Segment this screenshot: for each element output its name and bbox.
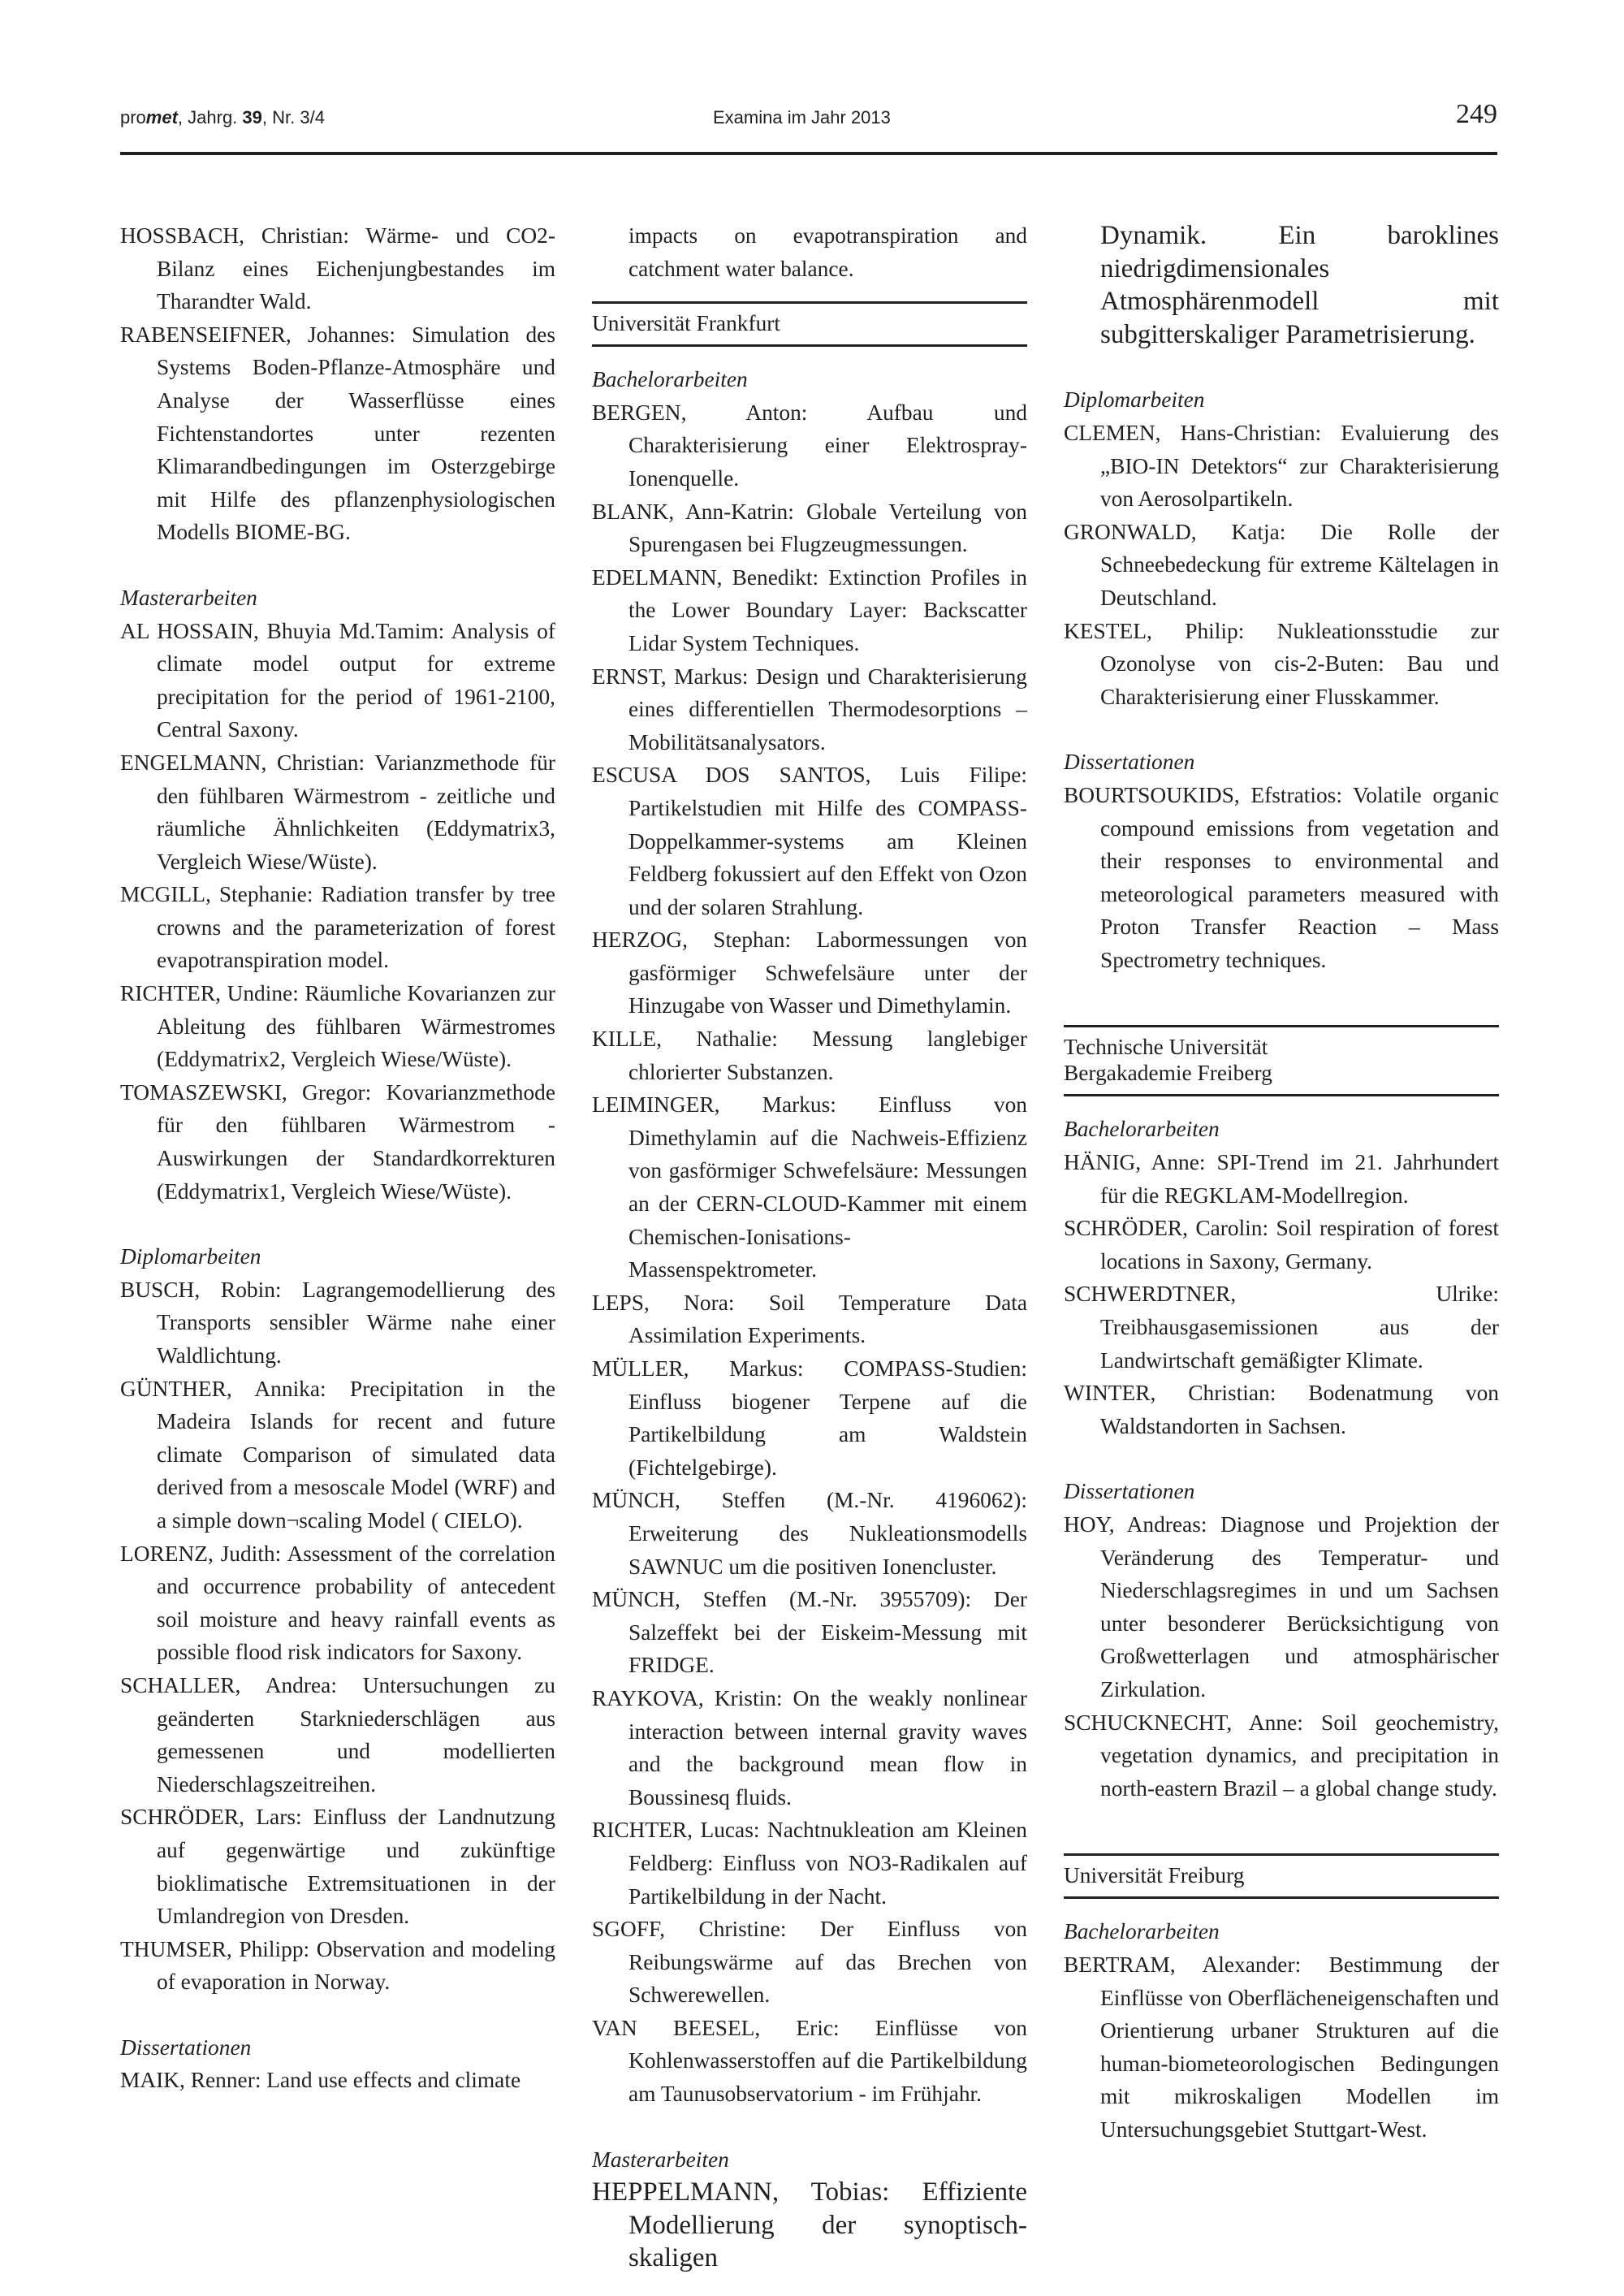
category-heading-bachelor: Bachelorarbeiten (1064, 1117, 1220, 1142)
category-heading-diplom: Diplomarbeiten (1064, 387, 1205, 413)
journal-issue: 3/4 (300, 107, 325, 128)
thesis-entry: SCHRÖDER, Carolin: Soil respiration of forest locations in Saxony, Germany. (1064, 1216, 1499, 1273)
thesis-entry: GRONWALD, Katja: Die Rolle der Schneebedeckung für extreme Kältelagen in Deutschland. (1064, 519, 1499, 610)
thesis-entry: LEIMINGER, Markus: Einfluss von Dimethylamin auf die Nachweis-Effizienz von gasförmiger Schwefelsäure: Messungen an der CERN-CLOUD-Kammer mit einem Chemischen-Ionisations-Massenspektrometer. (592, 1092, 1027, 1282)
thesis-entry: MÜNCH, Steffen (M.-Nr. 4196062): Erweiterung des Nukleationsmodells SAWNUC um die positiven Ionencluster. (592, 1488, 1027, 1579)
thesis-entry: EDELMANN, Benedikt: Extinction Profiles in the Lower Boundary Layer: Backscatter Lidar System Techniques. (592, 564, 1027, 655)
journal-volume: 39 (242, 107, 262, 128)
header-rule (120, 152, 1497, 155)
thesis-entry: SCHUCKNECHT, Anne: Soil geochemistry, vegetation dynamics, and precipitation in north-eastern Brazil – a global change study. (1064, 1710, 1499, 1801)
thesis-entry: LEPS, Nora: Soil Temperature Data Assimilation Experiments. (592, 1290, 1027, 1348)
thesis-entry: THUMSER, Philipp: Observation and modeling of evaporation in Norway. (120, 1936, 555, 1995)
thesis-entry: BERTRAM, Alexander: Bestimmung der Einflüsse von Oberflächeneigenschaften und Orientierung urbaner Strukturen auf die human-biometeorologischen Bedingungen mit mikroskaligen Modellen im Untersuchungsgebiet Stuttgart-West. (1064, 1952, 1499, 2142)
thesis-entry: SCHWERDTNER, Ulrike: Treibhausgasemissionen aus der Landwirtschaft gemäßigter Klimate. (1064, 1282, 1499, 1373)
category-heading-master: Masterarbeiten (120, 585, 257, 610)
university-heading (1064, 1025, 1499, 1096)
page-header (120, 99, 1497, 132)
university-name-line1: Technische Universität (1064, 1035, 1268, 1060)
column-1 (120, 219, 555, 2097)
thesis-entry: BOURTSOUKIDS, Efstratios: Volatile organic compound emissions from vegetation and their responses to environmental and meteorological parameters measured with Proton Transfer Reaction – Mass Spectrometry techniques. (1064, 782, 1499, 972)
university-name-line2: Bergakademie Freiberg (1064, 1061, 1272, 1086)
category-heading-dissertation: Dissertationen (120, 2034, 252, 2060)
thesis-entry: MÜLLER, Markus: COMPASS-Studien: Einfluss biogener Terpene auf die Partikelbildung am Waldstein (Fichtelgebirge). (592, 1356, 1027, 1480)
thesis-entry: HOSSBACH, Christian: Wärme- und CO2-Bilanz eines Eichenjungbestandes im Tharandter Wald. (120, 223, 555, 314)
journal-year-label: , Jahrg. (177, 107, 238, 128)
journal-info (120, 107, 325, 128)
thesis-entry: TOMASZEWSKI, Gregor: Kovarianzmethode für den fühlbaren Wärmestrom - Auswirkungen der Standardkorrekturen (Eddymatrix1, Vergleich Wiese/Wüste). (120, 1079, 555, 1204)
thesis-entry: GÜNTHER, Annika: Precipitation in the Madeira Islands for recent and future climate Comparison of simulated data derived from a mesoscale Model (WRF) and a simple down¬scaling Model ( CIELO). (120, 1376, 555, 1533)
journal-name-met: met (145, 107, 178, 128)
thesis-entry-continued: Dynamik. Ein baroklines niedrigdimensionales Atmosphärenmodell mit subgitterskaliger Parametrisierung. (1100, 221, 1499, 349)
thesis-entry: ENGELMANN, Christian: Varianzmethode für den fühlbaren Wärmestrom - zeitliche und räumliche Ähnlichkeiten (Eddymatrix3, Vergleich Wiese/Wüste). (120, 750, 555, 874)
thesis-entry: SGOFF, Christine: Der Einfluss von Reibungswärme auf das Brechen von Schwerewellen. (592, 1917, 1027, 2008)
category-heading-master: Masterarbeiten (592, 2147, 729, 2172)
thesis-entry: MÜNCH, Steffen (M.-Nr. 3955709): Der Salzeffekt bei der Eiskeim-Messung mit FRIDGE. (592, 1587, 1027, 1678)
thesis-entry: BLANK, Ann-Katrin: Globale Verteilung von Spurengasen bei Flugzeugmessungen. (592, 499, 1027, 557)
column-2 (592, 219, 1027, 2275)
thesis-entry: HOY, Andreas: Diagnose und Projektion der Veränderung des Temperatur- und Niederschlagsregimes in und um Sachsen unter besonderer Berücksichtigung von Großwetterlagen und atmosphärischer Zirkulation. (1064, 1512, 1499, 1701)
thesis-entry: MCGILL, Stephanie: Radiation transfer by tree crowns and the parameterization of forest evapotranspiration model. (120, 882, 555, 973)
category-heading-diplom: Diplomarbeiten (120, 1244, 261, 1269)
page-number: 249 (1456, 99, 1497, 129)
column-3 (1064, 219, 1499, 2147)
thesis-entry: BUSCH, Robin: Lagrangemodellierung des Transports sensibler Wärme nahe einer Waldlichtung. (120, 1277, 555, 1368)
thesis-entry: ESCUSA DOS SANTOS, Luis Filipe: Partikelstudien mit Hilfe des COMPASS-Doppelkammer-systems am Kleinen Feldberg fokussiert auf den Effekt von Ozon und der solaren Strahlung. (592, 763, 1027, 919)
thesis-entry: HEPPELMANN, Tobias: Effiziente Modellierung der synoptisch-skaligen (592, 2177, 1027, 2273)
thesis-entry: HERZOG, Stephan: Labormessungen von gasförmiger Schwefelsäure unter der Hinzugabe von Wasser und Dimethylamin. (592, 927, 1027, 1018)
thesis-entry: BERGEN, Anton: Aufbau und Charakterisierung einer Elektrospray-Ionenquelle. (592, 400, 1027, 491)
thesis-entry: HÄNIG, Anne: SPI-Trend im 21. Jahrhundert für die REGKLAM-Modellregion. (1064, 1150, 1499, 1208)
thesis-entry: AL HOSSAIN, Bhuyia Md.Tamim: Analysis of climate model output for extreme precipitation for the period of 1961-2100, Central Saxony. (120, 618, 555, 742)
category-heading-dissertation: Dissertationen (1064, 1479, 1195, 1504)
thesis-entry: RICHTER, Lucas: Nachtnukleation am Kleinen Feldberg: Einfluss von NO3-Radikalen auf Partikelbildung in der Nacht. (592, 1818, 1027, 1909)
category-heading-bachelor: Bachelorarbeiten (1064, 1919, 1220, 1944)
university-heading: Universität Frankfurt (592, 301, 1027, 347)
thesis-entry: VAN BEESEL, Eric: Einflüsse von Kohlenwasserstoffen auf die Partikelbildung am Taunusobservatorium - im Frühjahr. (592, 2015, 1027, 2107)
thesis-entry: KESTEL, Philip: Nukleationsstudie zur Ozonolyse von cis-2-Buten: Bau und Charakterisierung einer Flusskammer. (1064, 618, 1499, 709)
thesis-entry: CLEMEN, Hans-Christian: Evaluierung des „BIO-IN Detektors“ zur Charakterisierung von Aerosolpartikeln. (1064, 420, 1499, 512)
university-heading: Universität Freiburg (1064, 1853, 1499, 1899)
category-heading-bachelor: Bachelorarbeiten (592, 367, 748, 392)
thesis-entry: ERNST, Markus: Design und Charakterisierung eines differentiellen Thermodesorptions – Mobilitätsanalysators. (592, 664, 1027, 755)
thesis-entry: RICHTER, Undine: Räumliche Kovarianzen zur Ableitung des fühlbaren Wärmestromes (Eddymatrix2, Vergleich Wiese/Wüste). (120, 981, 555, 1072)
journal-issue-label: , Nr. (261, 107, 296, 128)
section-title: Examina im Jahr 2013 (713, 107, 891, 128)
thesis-entry: SCHRÖDER, Lars: Einfluss der Landnutzung auf gegenwärtige und zukünftige bioklimatische Extremsituationen in der Umlandregion von Dresden. (120, 1805, 555, 1929)
thesis-entry: RABENSEIFNER, Johannes: Simulation des Systems Boden-Pflanze-Atmosphäre und Analyse der Wasserflüsse eines Fichtenstandortes unter rezenten Klimarandbedingungen im Osterzgebirge mit Hilfe des pflanzenphysiologischen Modells BIOME-BG. (120, 322, 555, 545)
thesis-entry: LORENZ, Judith: Assessment of the correlation and occurrence probability of antecedent soil moisture and heavy rainfall events as possible flood risk indicators for Saxony. (120, 1541, 555, 1665)
journal-name-pro: pro (120, 107, 146, 128)
thesis-entry: WINTER, Christian: Bodenatmung von Waldstandorten in Sachsen. (1064, 1381, 1499, 1438)
thesis-entry: KILLE, Nathalie: Messung langlebiger chlorierter Substanzen. (592, 1027, 1027, 1084)
thesis-entry: SCHALLER, Andrea: Untersuchungen zu geänderten Starkniederschlägen aus gemessenen und modellierten Niederschlagszeitreihen. (120, 1672, 555, 1797)
thesis-entry-continued: impacts on evapotranspiration and catchment water balance. (628, 223, 1027, 281)
category-heading-dissertation: Dissertationen (1064, 750, 1195, 775)
thesis-entry: RAYKOVA, Kristin: On the weakly nonlinear interaction between internal gravity waves and the background mean flow in Boussinesq fluids. (592, 1685, 1027, 1810)
thesis-entry: MAIK, Renner: Land use effects and climate (120, 2068, 521, 2093)
